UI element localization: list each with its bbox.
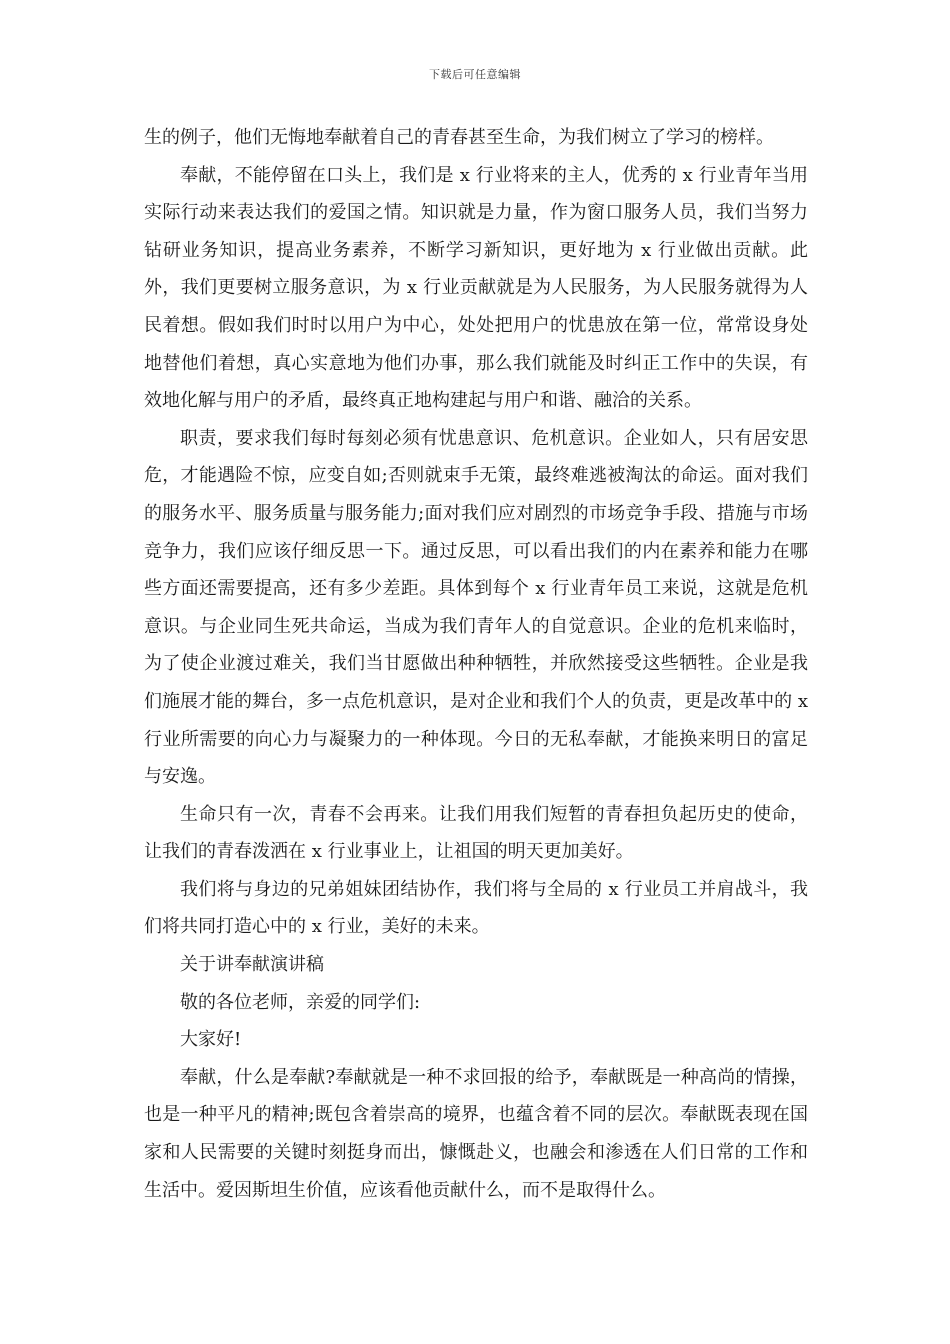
paragraph-1: 生的例子，他们无悔地奉献着自己的青春甚至生命，为我们树立了学习的榜样。 — [144, 127, 774, 148]
paragraph-3: 职责，要求我们每时每刻必须有忧患意识、危机意识。企业如人，只有居安思危，才能遇险不惊，应变自如;否则就束手无策，最终难逃被淘汰的命运。面对我们的服务水平、服务质量与服务能力;面对我们应对剧烈的市场竞争手段、措施与市场竞争力，我们应该仔细反思一下。通过反思，可以看出我们的内在素养和能力在哪些方面还需要提高，还有多少差距。具体到每个 x 行业青年员工来说，这就是危机意识。与企业同生死共命运，当成为我们青年人的自觉意识。企业的危机来临时，为了使企业渡过难关，我们当甘愿做出种种牺牲，并欣然接受这些牺牲。企业是我们施展才能的舞台，多一点危机意识，是对企业和我们个人的负责，更是改革中的 x 行业所需要的向心力与凝聚力的一种体现。今日的无私奉献，才能换来明日的富足与安逸。 — [144, 427, 808, 788]
page-header-note: 下载后可任意编辑 — [429, 68, 521, 81]
paragraph-4: 生命只有一次，青春不会再来。让我们用我们短暂的青春担负起历史的使命，让我们的青春泼洒在 x 行业事业上，让祖国的明天更加美好。 — [144, 803, 808, 863]
section-title: 关于讲奉献演讲稿 — [180, 954, 324, 976]
salutation: 敬的各位老师，亲爱的同学们: — [180, 991, 421, 1013]
greeting: 大家好! — [180, 1029, 242, 1051]
paragraph-5: 我们将与身边的兄弟姐妹团结协作，我们将与全局的 x 行业员工并肩战斗，我们将共同打造心中的 x 行业，美好的未来。 — [144, 878, 808, 938]
paragraph-9: 奉献，什么是奉献?奉献就是一种不求回报的给予，奉献既是一种高尚的情操，也是一种平凡的精神;既包含着崇高的境界，也蕴含着不同的层次。奉献既表现在国家和人民需要的关键时刻挺身而出，慷慨赴义，也融会和渗透在人们日常的工作和生活中。爱因斯坦生价值，应该看他贡献什么，而不是取得什么。 — [144, 1066, 808, 1201]
paragraph-2: 奉献，不能停留在口头上，我们是 x 行业将来的主人，优秀的 x 行业青年当用实际行动来表达我们的爱国之情。知识就是力量，作为窗口服务人员，我们当努力钻研业务知识，提高业务素养，不断学习新知识，更好地为 x 行业做出贡献。此外，我们更要树立服务意识，为 x 行业贡献就是为人民服务，为人民服务就得为人民着想。假如我们时时以用户为中心，处处把用户的忧患放在第一位，常常设身处地替他们着想，真心实意地为他们办事，那么我们就能及时纠正工作中的失误，有效地化解与用户的矛盾，最终真正地构建起与用户和谐、融洽的关系。 — [144, 164, 808, 412]
document-body — [144, 119, 808, 1209]
